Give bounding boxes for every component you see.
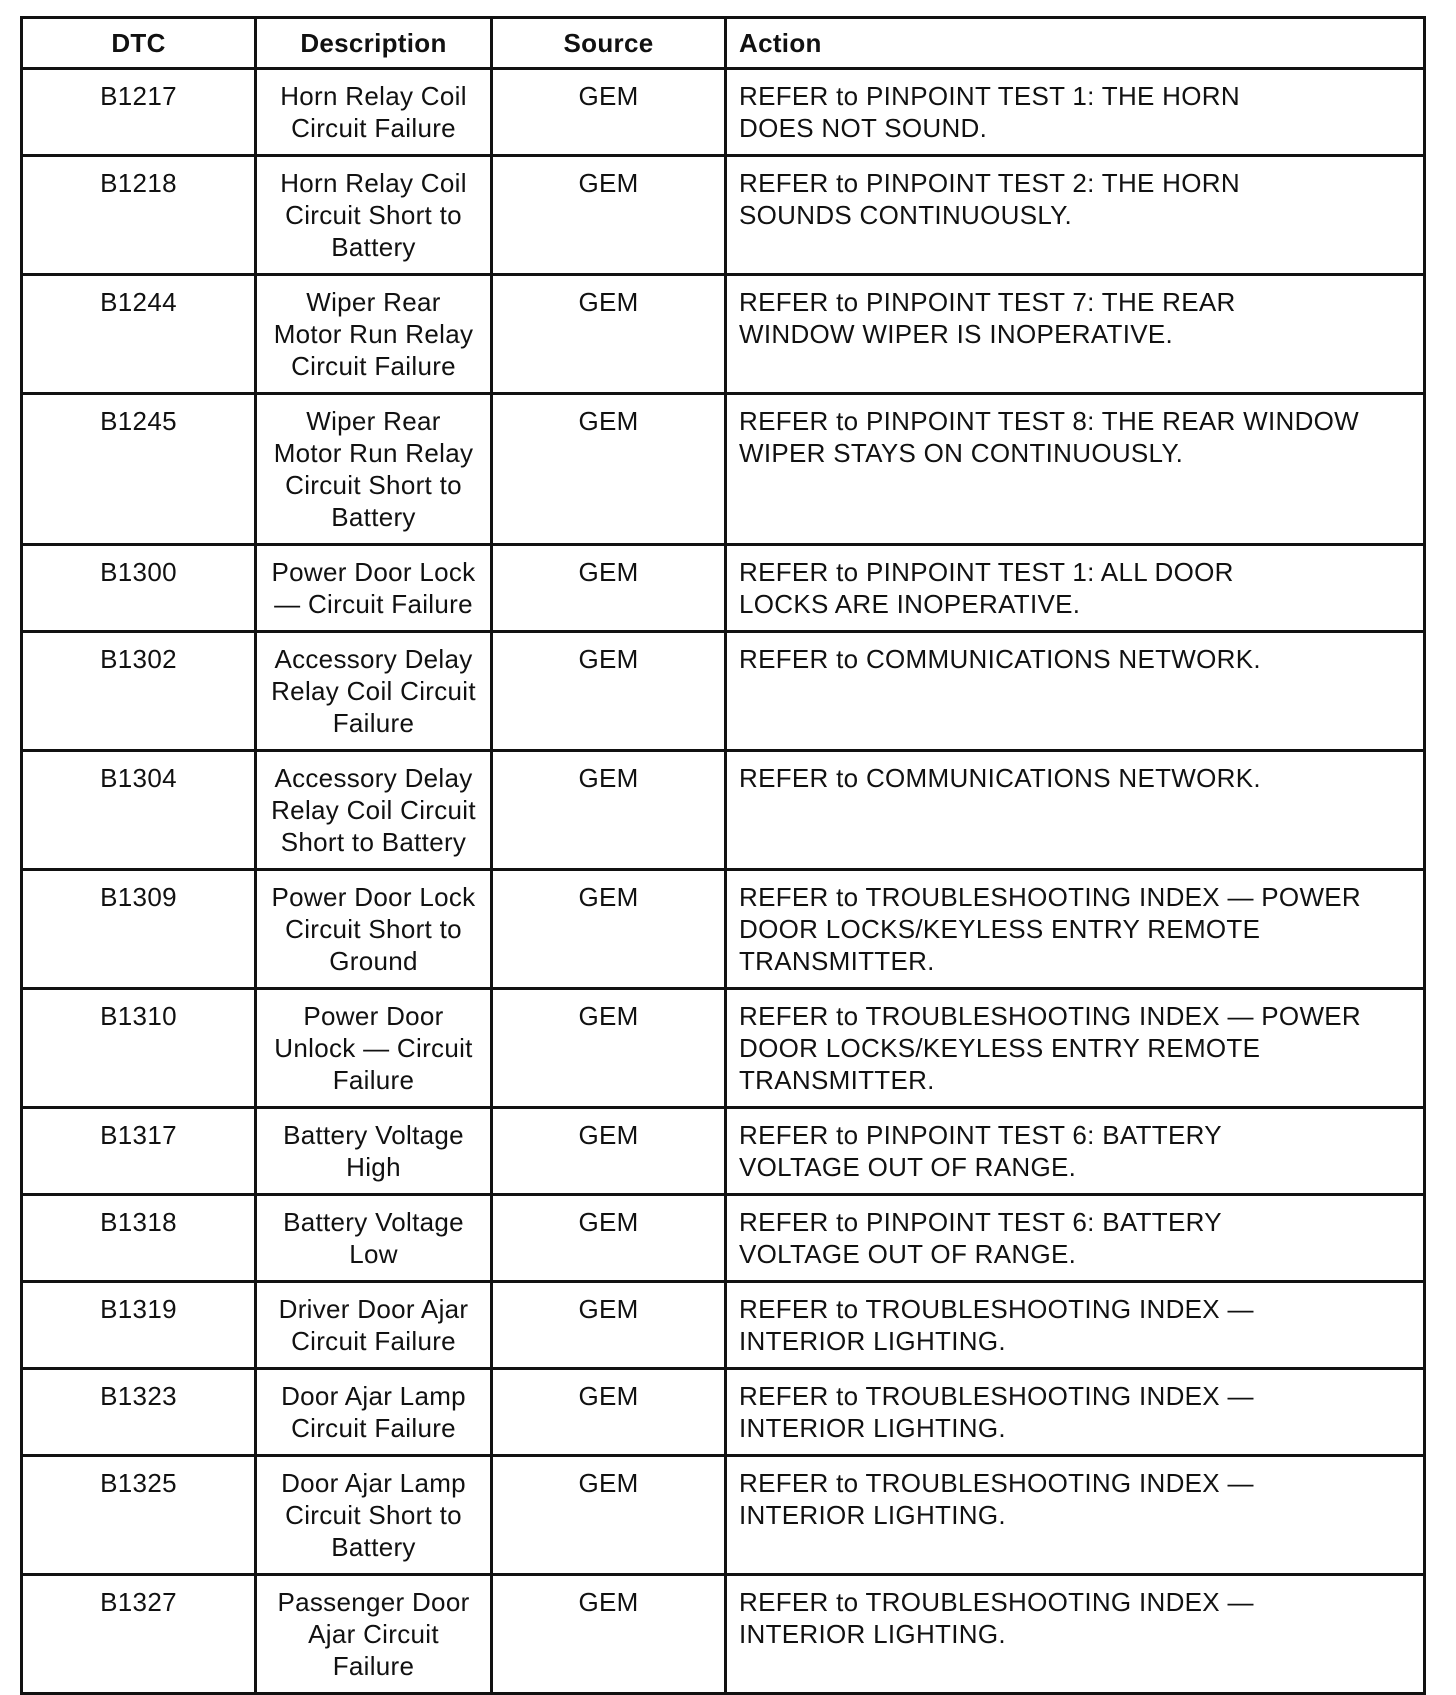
action-cell: REFER to PINPOINT TEST 1: THE HORN DOES NOT SOUND. bbox=[726, 69, 1425, 156]
description-cell: Driver Door Ajar Circuit Failure bbox=[256, 1282, 492, 1369]
table-row bbox=[22, 989, 1425, 1108]
source-cell: GEM bbox=[492, 1456, 726, 1575]
description-cell: Door Ajar Lamp Circuit Short to Battery bbox=[256, 1456, 492, 1575]
table-row bbox=[22, 394, 1425, 545]
table-row bbox=[22, 1575, 1425, 1694]
table-row bbox=[22, 545, 1425, 632]
source-cell: GEM bbox=[492, 751, 726, 870]
source-cell: GEM bbox=[492, 632, 726, 751]
action-cell: REFER to TROUBLESHOOTING INDEX — INTERIOR LIGHTING. bbox=[726, 1369, 1425, 1456]
table-row bbox=[22, 1195, 1425, 1282]
dtc-code: B1302 bbox=[22, 632, 256, 751]
header-dtc: DTC bbox=[22, 18, 256, 69]
description-cell: Battery Voltage Low bbox=[256, 1195, 492, 1282]
table-row bbox=[22, 751, 1425, 870]
description-cell: Power Door Lock — Circuit Failure bbox=[256, 545, 492, 632]
table-row bbox=[22, 1369, 1425, 1456]
action-cell: REFER to PINPOINT TEST 2: THE HORN SOUNDS CONTINUOUSLY. bbox=[726, 156, 1425, 275]
dtc-table bbox=[20, 16, 1426, 1695]
description-cell: Wiper Rear Motor Run Relay Circuit Short to Battery bbox=[256, 394, 492, 545]
description-cell: Power Door Unlock — Circuit Failure bbox=[256, 989, 492, 1108]
source-cell: GEM bbox=[492, 870, 726, 989]
source-cell: GEM bbox=[492, 394, 726, 545]
action-cell: REFER to TROUBLESHOOTING INDEX — INTERIOR LIGHTING. bbox=[726, 1282, 1425, 1369]
header-description: Description bbox=[256, 18, 492, 69]
table-row bbox=[22, 156, 1425, 275]
dtc-code: B1323 bbox=[22, 1369, 256, 1456]
source-cell: GEM bbox=[492, 275, 726, 394]
dtc-code: B1244 bbox=[22, 275, 256, 394]
description-cell: Battery Voltage High bbox=[256, 1108, 492, 1195]
description-cell: Accessory Delay Relay Coil Circuit Failure bbox=[256, 632, 492, 751]
description-cell: Power Door Lock Circuit Short to Ground bbox=[256, 870, 492, 989]
table-row bbox=[22, 275, 1425, 394]
table-row bbox=[22, 870, 1425, 989]
action-cell: REFER to PINPOINT TEST 7: THE REAR WINDOW WIPER IS INOPERATIVE. bbox=[726, 275, 1425, 394]
action-cell: REFER to COMMUNICATIONS NETWORK. bbox=[726, 751, 1425, 870]
table-row bbox=[22, 1108, 1425, 1195]
source-cell: GEM bbox=[492, 1108, 726, 1195]
dtc-code: B1319 bbox=[22, 1282, 256, 1369]
action-cell: REFER to TROUBLESHOOTING INDEX — POWER DOOR LOCKS/KEYLESS ENTRY REMOTE TRANSMITTER. bbox=[726, 870, 1425, 989]
action-cell: REFER to PINPOINT TEST 8: THE REAR WINDOW WIPER STAYS ON CONTINUOUSLY. bbox=[726, 394, 1425, 545]
dtc-code: B1317 bbox=[22, 1108, 256, 1195]
dtc-code: B1318 bbox=[22, 1195, 256, 1282]
header-source: Source bbox=[492, 18, 726, 69]
description-cell: Door Ajar Lamp Circuit Failure bbox=[256, 1369, 492, 1456]
dtc-code: B1304 bbox=[22, 751, 256, 870]
table-row bbox=[22, 1282, 1425, 1369]
source-cell: GEM bbox=[492, 1282, 726, 1369]
description-cell: Passenger Door Ajar Circuit Failure bbox=[256, 1575, 492, 1694]
action-cell: REFER to PINPOINT TEST 1: ALL DOOR LOCKS ARE INOPERATIVE. bbox=[726, 545, 1425, 632]
description-cell: Horn Relay Coil Circuit Failure bbox=[256, 69, 492, 156]
dtc-code: B1217 bbox=[22, 69, 256, 156]
source-cell: GEM bbox=[492, 1195, 726, 1282]
source-cell: GEM bbox=[492, 156, 726, 275]
source-cell: GEM bbox=[492, 1369, 726, 1456]
description-cell: Accessory Delay Relay Coil Circuit Short to Battery bbox=[256, 751, 492, 870]
table-row bbox=[22, 632, 1425, 751]
source-cell: GEM bbox=[492, 545, 726, 632]
action-cell: REFER to PINPOINT TEST 6: BATTERY VOLTAGE OUT OF RANGE. bbox=[726, 1195, 1425, 1282]
action-cell: REFER to TROUBLESHOOTING INDEX — INTERIOR LIGHTING. bbox=[726, 1575, 1425, 1694]
description-cell: Horn Relay Coil Circuit Short to Battery bbox=[256, 156, 492, 275]
dtc-code: B1218 bbox=[22, 156, 256, 275]
dtc-code: B1300 bbox=[22, 545, 256, 632]
table-row bbox=[22, 69, 1425, 156]
source-cell: GEM bbox=[492, 69, 726, 156]
description-cell: Wiper Rear Motor Run Relay Circuit Failure bbox=[256, 275, 492, 394]
action-cell: REFER to COMMUNICATIONS NETWORK. bbox=[726, 632, 1425, 751]
dtc-code: B1309 bbox=[22, 870, 256, 989]
header-row bbox=[22, 18, 1425, 69]
table-row bbox=[22, 1456, 1425, 1575]
action-cell: REFER to TROUBLESHOOTING INDEX — POWER DOOR LOCKS/KEYLESS ENTRY REMOTE TRANSMITTER. bbox=[726, 989, 1425, 1108]
source-cell: GEM bbox=[492, 989, 726, 1108]
dtc-code: B1325 bbox=[22, 1456, 256, 1575]
action-cell: REFER to PINPOINT TEST 6: BATTERY VOLTAGE OUT OF RANGE. bbox=[726, 1108, 1425, 1195]
dtc-code: B1245 bbox=[22, 394, 256, 545]
dtc-code: B1327 bbox=[22, 1575, 256, 1694]
action-cell: REFER to TROUBLESHOOTING INDEX — INTERIOR LIGHTING. bbox=[726, 1456, 1425, 1575]
source-cell: GEM bbox=[492, 1575, 726, 1694]
header-action: Action bbox=[726, 18, 1425, 69]
dtc-code: B1310 bbox=[22, 989, 256, 1108]
